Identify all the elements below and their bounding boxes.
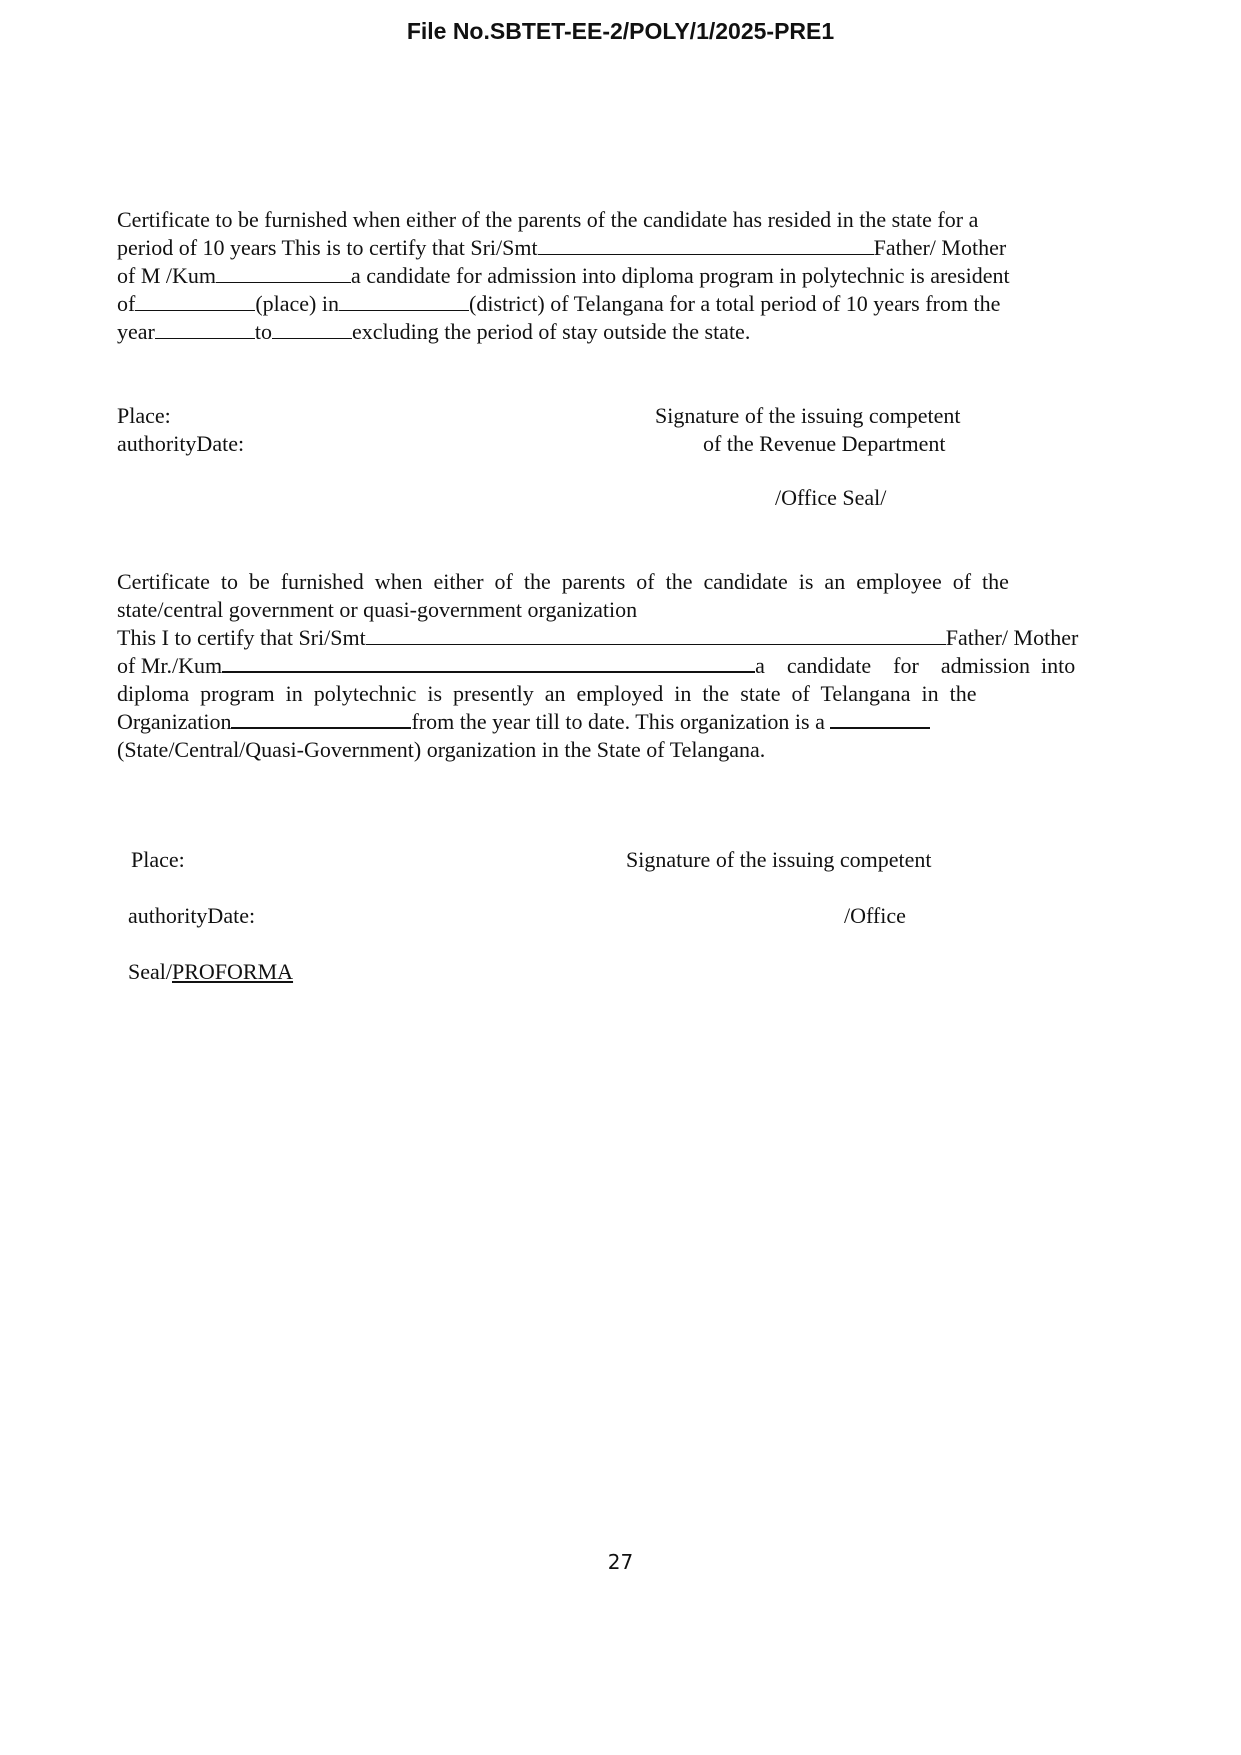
cert2-text: of Mr./Kum xyxy=(117,653,223,678)
organization-type-blank[interactable] xyxy=(830,709,930,729)
cert1-text: (place) in xyxy=(255,291,339,316)
cert1-text: period of 10 years This is to certify that Sri/Smt xyxy=(117,235,538,260)
organization-blank[interactable] xyxy=(231,709,411,729)
cert2-text: Organization xyxy=(117,709,232,734)
cert2-line-4 xyxy=(117,652,1135,680)
from-year-blank[interactable] xyxy=(155,320,255,339)
cert2-text: This I to certify that Sri/Smt xyxy=(117,625,366,650)
cert1-text: a candidate for admission into diploma program in polytechnic is aresident xyxy=(351,263,1010,288)
cert2-line-7: (State/Central/Quasi-Government) organization in the State of Telangana. xyxy=(117,737,766,762)
place-label: Place: xyxy=(131,847,185,872)
cert1-text: Father/ Mother xyxy=(873,235,1007,260)
cert1-line-4 xyxy=(117,290,1077,318)
authority-date-label: authorityDate: xyxy=(128,903,256,928)
signature-label: Signature of the issuing competent xyxy=(626,847,932,872)
cert2-line-3 xyxy=(117,624,1135,652)
cert1-line-1: Certificate to be furnished when either of the parents of the candidate has resided in the state for a xyxy=(117,207,979,232)
cert2-text: Certificate to be furnished when either of the parents of the candidate is an employee of the xyxy=(117,569,1009,594)
cert1-text: (district) of Telangana for a total period of 10 years from the xyxy=(469,291,1001,316)
cert1-line-5 xyxy=(117,318,1077,346)
file-number-header: File No.SBTET-EE-2/POLY/1/2025-PRE1 xyxy=(406,18,835,44)
page-number: 27 xyxy=(607,1550,634,1574)
cert2-line-2: state/central government or quasi-government organization xyxy=(117,597,638,622)
office-label: /Office xyxy=(844,903,906,928)
cert1-text: excluding the period of stay outside the state. xyxy=(351,319,751,344)
authority-date-label: authorityDate: xyxy=(117,431,245,456)
place-label: Place: xyxy=(117,403,171,428)
cert2-line-1 xyxy=(117,568,1135,596)
cert1-text: of xyxy=(117,291,136,316)
parent-name-blank[interactable] xyxy=(366,626,946,645)
seal-label: Seal/ xyxy=(128,959,172,984)
candidate-name-blank[interactable] xyxy=(216,264,351,283)
parent-name-blank[interactable] xyxy=(538,236,874,255)
employee-certificate-paragraph xyxy=(117,568,1135,764)
cert1-line-2 xyxy=(117,234,1077,262)
cert1-text: of M /Kum xyxy=(117,263,216,288)
revenue-department-label: of the Revenue Department xyxy=(703,431,946,456)
place-blank[interactable] xyxy=(135,292,255,311)
cert2-line-6 xyxy=(117,708,1135,736)
cert2-text: from the year till to date. This organization is a xyxy=(411,709,825,734)
to-year-blank[interactable] xyxy=(272,320,352,339)
cert1-text: to xyxy=(254,319,272,344)
cert2-text: a candidate for admission into xyxy=(755,653,1076,678)
cert1-line-3 xyxy=(117,262,1077,290)
seal-proforma-line xyxy=(128,958,293,986)
office-seal-label: /Office Seal/ xyxy=(775,485,887,510)
cert2-text: Father/ Mother xyxy=(945,625,1079,650)
cert2-line-5: diploma program in polytechnic is presently an employed in the state of Telangana in the xyxy=(117,681,977,706)
signature-label: Signature of the issuing competent xyxy=(655,403,961,428)
residence-certificate-paragraph xyxy=(117,206,1077,346)
cert1-text: year xyxy=(117,319,155,344)
district-blank[interactable] xyxy=(339,292,469,311)
candidate-name-blank[interactable] xyxy=(222,653,755,673)
proforma-link: PROFORMA xyxy=(172,959,294,984)
